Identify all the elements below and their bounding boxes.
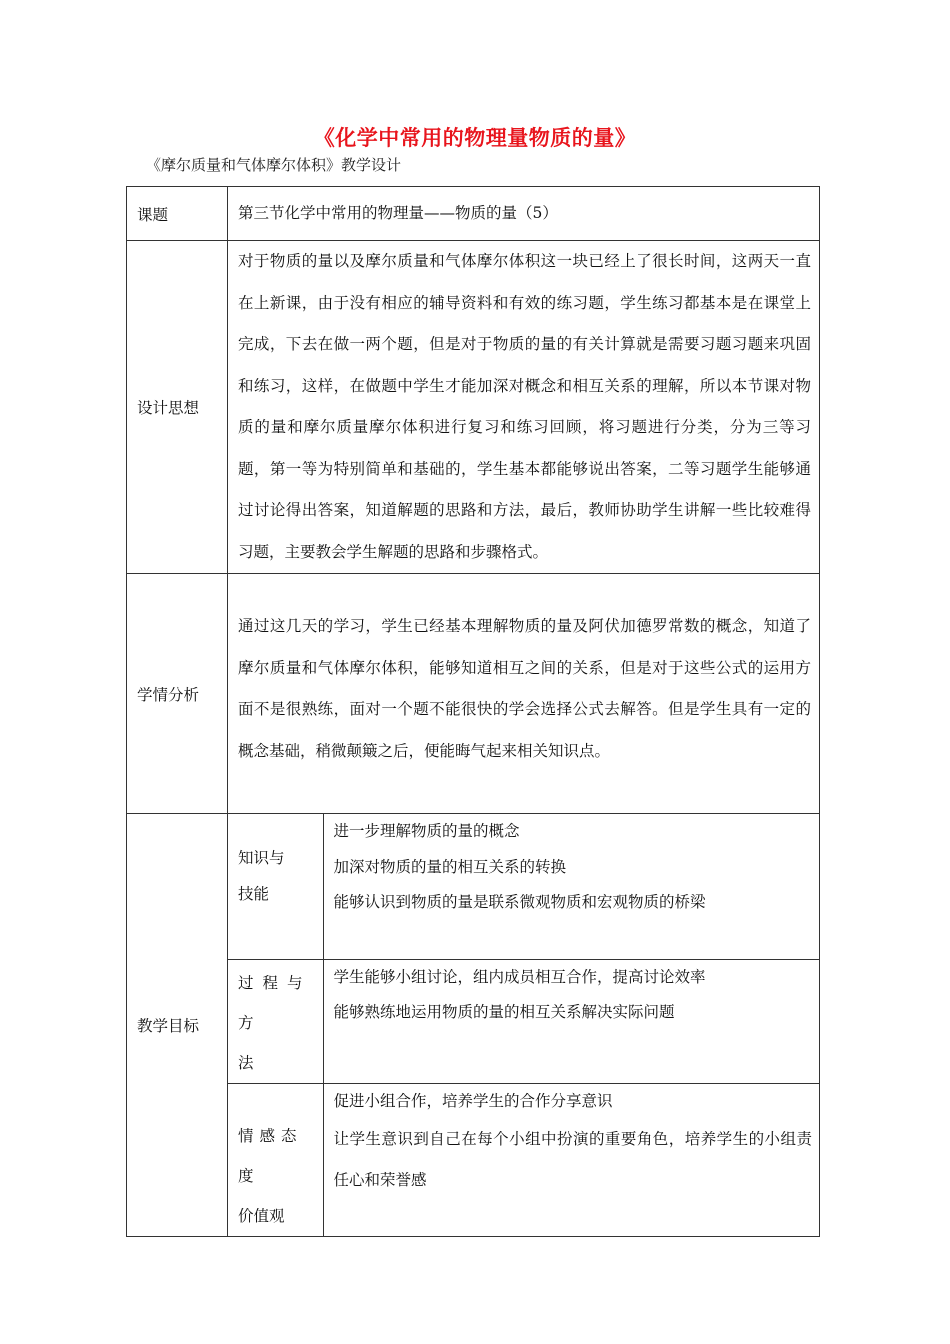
process-item: 能够熟练地运用物质的量的相互关系解决实际问题 — [333, 1003, 675, 1021]
objectives-row — [127, 814, 820, 1237]
emotion-item: 让学生意识到自己在每个小组中扮演的重要角色，培养学生的小组责任心和荣誉感 — [333, 1130, 812, 1189]
knowledge-item: 进一步理解物质的量的概念 — [333, 822, 520, 840]
topic-row — [127, 187, 820, 241]
knowledge-label-line2: 技能 — [238, 884, 270, 903]
design-idea-text: 对于物质的量以及摩尔质量和气体摩尔体积这一块已经上了很长时间，这两天一直在上新课，由于没有相应的辅导资料和有效的练习题，学生练习都基本是在课堂上完成，下去在做一两个题，但是对于物质的量的有关计算就是需要习题习题来巩固和练习，这样，在做题中学生才能加深对概念和相互关系的理解，所以本节课对物质的量和摩尔质量摩尔体积进行复习和练习回顾，将习题进行分类，分为三等习题，第一等为特别简单和基础的，学生基本都能够说出答案，二等习题学生能够通过讨论得出答案，知道解题的思路和方法，最后，教师协助学生讲解一些比较难得习题，主要教会学生解题的思路和步骤格式。 — [238, 252, 811, 561]
process-label-line1: 过程与方 — [238, 973, 312, 1032]
objectives-subtable — [228, 814, 820, 1236]
knowledge-item: 能够认识到物质的量是联系微观物质和宏观物质的桥梁 — [333, 893, 706, 911]
design-idea-label: 设计思想 — [127, 241, 228, 574]
objective-emotion-row — [228, 1083, 820, 1236]
topic-label: 课题 — [127, 187, 228, 241]
document-title: 《化学中常用的物理量物质的量》 — [313, 126, 637, 150]
student-analysis-text: 通过这几天的学习，学生已经基本理解物质的量及阿伏加德罗常数的概念，知道了摩尔质量和气体摩尔体积，能够知道相互之间的关系，但是对于这些公式的运用方面不是很熟练，面对一个题不能很快的学会选择公式去解答。但是学生具有一定的概念基础，稍微颠簸之后，便能晦气起来相关知识点。 — [238, 617, 811, 760]
topic-value: 第三节化学中常用的物理量——物质的量（5） — [228, 187, 820, 241]
objectives-label: 教学目标 — [127, 814, 228, 1237]
knowledge-item: 加深对物质的量的相互关系的转换 — [333, 857, 567, 876]
student-analysis-row — [127, 574, 820, 814]
objective-process-row — [228, 959, 820, 1083]
design-idea-row — [127, 241, 820, 574]
emotion-label-line2: 价值观 — [238, 1206, 285, 1225]
document-subtitle: 《摩尔质量和气体摩尔体积》教学设计 — [146, 156, 402, 174]
process-label-line2: 法 — [238, 1053, 254, 1072]
objective-knowledge-row — [228, 814, 820, 959]
emotion-label-line1: 情感态度 — [238, 1126, 303, 1185]
emotion-item: 促进小组合作，培养学生的合作分享意识 — [333, 1091, 613, 1110]
student-analysis-label: 学情分析 — [127, 574, 228, 814]
knowledge-label-line1: 知识与 — [238, 849, 285, 867]
lesson-design-table — [126, 186, 820, 1237]
process-item: 学生能够小组讨论，组内成员相互合作，提高讨论效率 — [333, 967, 706, 986]
